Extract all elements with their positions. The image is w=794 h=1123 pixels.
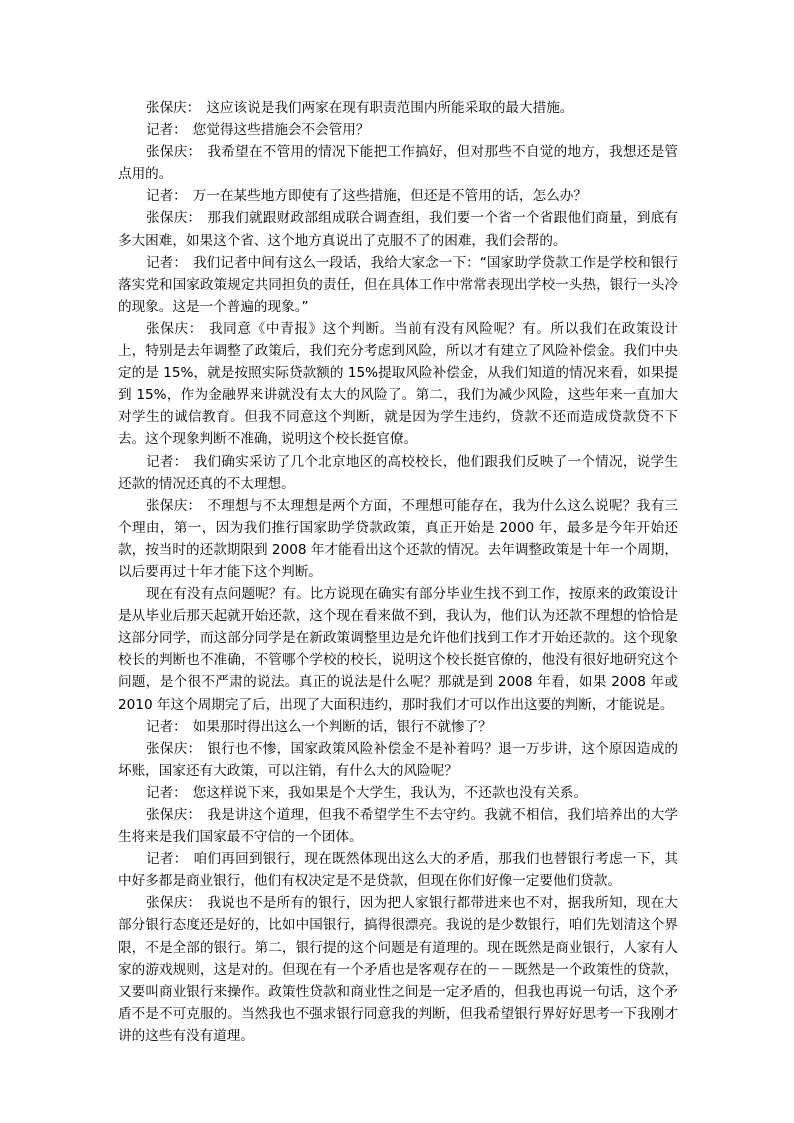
- speaker-label: 张保庆：: [146, 100, 201, 116]
- speaker-label: 记者：: [146, 122, 187, 139]
- paragraph: [118, 318, 678, 451]
- speaker-label: 记者：: [146, 784, 187, 801]
- paragraph-text: 这应该说是我们两家在现有职责范围内所能采取的最大措施。: [206, 100, 574, 116]
- speaker-label: 记者：: [146, 453, 188, 470]
- paragraph-text: 您这样说下来，我如果是个大学生，我认为，不还款也没有关系。: [192, 784, 587, 801]
- speaker-label: 张保庆：: [146, 210, 202, 227]
- paragraph-text: 我说也不是所有的银行，因为把人家银行都带进来也不对，据我所知，现在大部分银行态度还是好的，比如中国银行，搞得很漂亮。我说的是少数银行，咱们先划清这个界限，不是全部的银行。第二，银行提的这个问题是有道理的。现在既然是商业银行，人家有人家的游戏规则，这是对的。但现在有一个矛盾也是客观存在的－－既然是一个政策性的贷款，又要叫商业银行来操作。政策性贷款和商业性之间是一定矛盾的，但我也再说一句话，这个矛盾不是不可克服的。当然我也不强求银行同意我的判断，但我希望银行界好好思考一下我刚才讲的这些有没有道理。: [118, 895, 679, 1044]
- paragraph: [118, 782, 678, 804]
- speaker-label: 张保庆：: [146, 320, 203, 337]
- paragraph-text: 我同意《中青报》这个判断。当前有没有风险呢？有。所以我们在政策设计上，特别是去年调整了政策后，我们充分考虑到风险，所以才有建立了风险补偿金。我们中央定的是 15%，就是按照实际贷款额的 15%提取风险补偿金，从我们知道的情况来看，如果提到 15%，作为金融界来讲就没有太大的风险了。第二，我们为减少风险，这些年来一直加大对学生的诚信教育。但我不同意这个判断，就是因为学生违约，贷款不还而造成贷款贷不下去。这个现象判断不准确，说明这个校长挺官僚。: [118, 320, 679, 448]
- paragraph-text: 咱们再回到银行，现在既然体现出这么大的矛盾，那我们也替银行考虑一下，其中好多都是商业银行，他们有权决定是不是贷款，但现在你们好像一定要他们贷款。: [118, 851, 678, 890]
- paragraph-text: 那我们就跟财政部组成联合调查组，我们要一个省一个省跟他们商量，到底有多大困难，如果这个省、这个地方真说出了克服不了的困难，我们会帮的。: [118, 210, 679, 249]
- paragraph: [118, 119, 678, 141]
- paragraph-text: 银行也不惨，国家政策风险补偿金不是补着吗？退一万步讲，这个原因造成的坏账，国家还有大政策，可以注销，有什么大的风险呢？: [118, 740, 679, 779]
- paragraph-text: 现在有没有点问题呢？有。比方说现在确实有部分毕业生找不到工作，按原来的政策设计是从毕业后那天起就开始还款，这个现在看来做不到，我认为，他们认为还款不理想的恰恰是这部分同学，而这部分同学是在新政策调整里边是允许他们找到工作才开始还款的。这个现象校长的判断也不准确，不管哪个学校的校长，说明这个校长挺官僚的，他没有很好地研究这个问题，是个很不严肃的说法。真正的说法是什么呢？那就是到 2008 年看，如果 2008 年或 2010 年这个周期完了后，出现了大面积违约，那时我们才可以作出这要的判断，才能说是。: [118, 586, 678, 713]
- paragraph-text: 万一在某些地方即使有了这些措施，但还是不管用的话，怎么办？: [192, 188, 587, 205]
- paragraph-text: 如果那时得出这么一个判断的话，银行不就惨了？: [192, 718, 492, 735]
- paragraph: [118, 451, 678, 495]
- paragraph-text: 我是讲这个道理，但我不希望学生不去守约。我就不相信，我们培养出的大学生将来是我们国家最不守信的一个团体。: [118, 807, 679, 846]
- paragraph: [118, 97, 678, 119]
- speaker-label: 张保庆：: [146, 740, 202, 757]
- speaker-label: 记者：: [146, 851, 188, 868]
- paragraph: [118, 583, 678, 716]
- paragraph-text: 我们记者中间有这么一段话，我给大家念一下：“国家助学贷款工作是学校和银行落实党和国家政策规定共同担负的责任，但在具体工作中常常表现出学校一头热，银行一头冷的现象。这是一个普遍的现象。”: [118, 254, 679, 315]
- paragraph: [118, 892, 678, 1047]
- speaker-label: 记者：: [146, 188, 187, 205]
- paragraph: [118, 252, 678, 318]
- speaker-label: 记者：: [146, 254, 187, 271]
- paragraph: [118, 804, 678, 848]
- speaker-label: 张保庆：: [146, 895, 202, 912]
- speaker-label: 张保庆：: [146, 807, 202, 823]
- paragraph: [118, 848, 678, 892]
- paragraph: [118, 738, 678, 782]
- speaker-label: 张保庆：: [146, 144, 202, 161]
- paragraph-text: 我希望在不管用的情况下能把工作搞好，但对那些不自觉的地方，我想还是管点用的。: [118, 144, 679, 183]
- paragraph-text: 我们确实采访了几个北京地区的高校校长，他们跟我们反映了一个情况，说学生还款的情况还真的不太理想。: [118, 453, 678, 492]
- document-body: [118, 97, 678, 1047]
- paragraph: [118, 141, 678, 185]
- speaker-label: 记者：: [146, 718, 187, 735]
- paragraph-text: 不理想与不太理想是两个方面，不理想可能存在，我为什么这么说呢？我有三个理由，第一，因为我们推行国家助学贷款政策，真正开始是 2000 年，最多是今年开始还款，按当时的还款期限到 2008 年才能看出这个还款的情况。去年调整政策是十年一个周期，以后要再过十年才能下这个判断。: [118, 497, 679, 580]
- paragraph: [118, 716, 678, 738]
- paragraph-text: 您觉得这些措施会不会管用？: [192, 122, 370, 139]
- paragraph: [118, 207, 678, 251]
- paragraph: [118, 495, 678, 583]
- speaker-label: 张保庆：: [146, 497, 202, 514]
- paragraph: [118, 185, 678, 207]
